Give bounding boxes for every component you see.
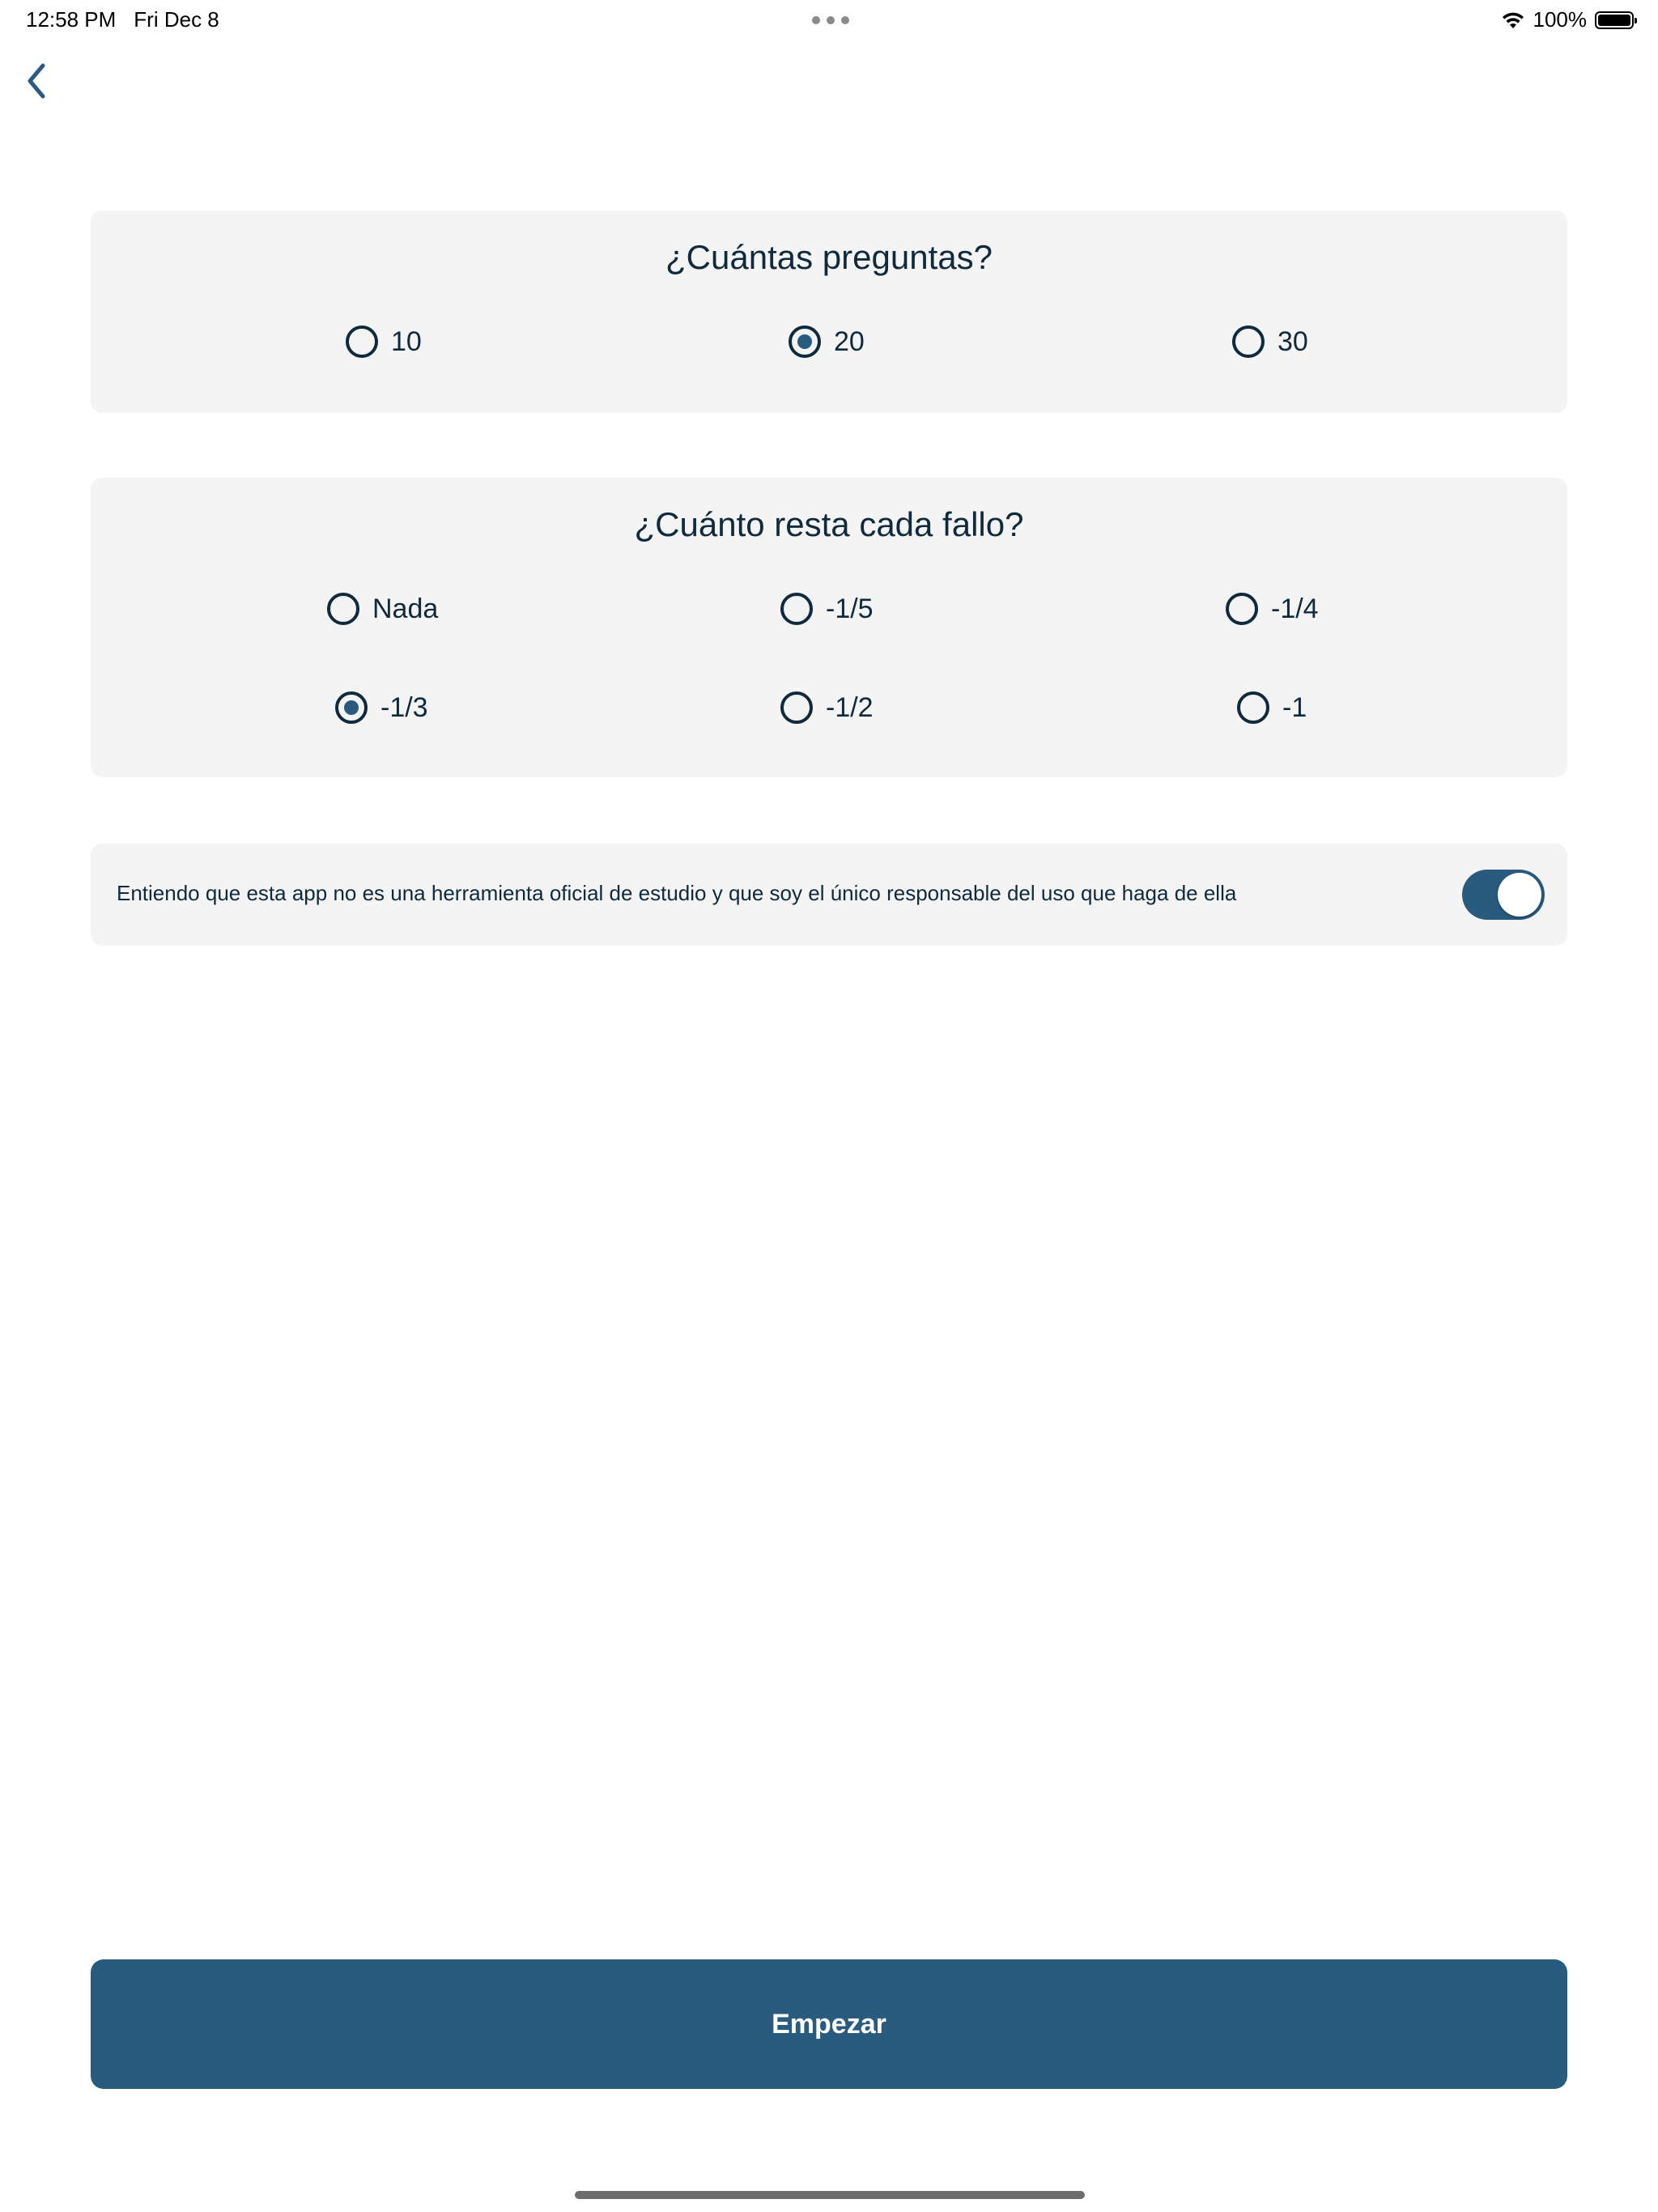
questions-option-20[interactable] <box>789 325 865 358</box>
disclaimer-text: Entiendo que esta app no es una herramienta oficial de estudio y que soy el único responsable del uso que haga de ella <box>117 881 1237 905</box>
battery-percent: 100% <box>1533 7 1587 32</box>
status-bar <box>0 0 1658 39</box>
radio-icon <box>1226 593 1258 625</box>
status-time: 12:58 PM <box>26 7 117 32</box>
multitasking-dots-icon[interactable] <box>812 16 849 24</box>
penalty-card <box>91 478 1567 777</box>
penalty-option-1-2[interactable] <box>780 691 874 724</box>
battery-icon <box>1595 11 1634 29</box>
home-indicator[interactable] <box>575 2191 1085 2199</box>
penalty-title: ¿Cuánto resta cada fallo? <box>634 505 1024 543</box>
wifi-icon <box>1501 11 1525 29</box>
questions-title: ¿Cuántas preguntas? <box>665 238 993 276</box>
penalty-option-1-5[interactable] <box>780 593 874 625</box>
dot <box>812 16 820 24</box>
questions-option-10[interactable] <box>346 325 422 358</box>
radio-icon <box>780 691 813 724</box>
penalty-option-1-4[interactable] <box>1226 593 1319 625</box>
dot <box>827 16 835 24</box>
option-label: 10 <box>391 325 422 357</box>
option-label: -1 <box>1282 691 1307 723</box>
start-button[interactable]: Empezar <box>91 1959 1567 2089</box>
radio-selected-icon <box>335 691 368 724</box>
radio-selected-icon <box>789 325 821 358</box>
disclaimer-card <box>91 844 1567 946</box>
option-label: Nada <box>372 593 439 624</box>
option-label: -1/3 <box>380 691 428 723</box>
back-button[interactable] <box>16 58 57 104</box>
radio-icon <box>780 593 813 625</box>
penalty-option-1-3[interactable] <box>335 691 428 724</box>
disclaimer-toggle[interactable] <box>1462 870 1545 920</box>
option-label: 20 <box>834 325 865 357</box>
radio-icon <box>1232 325 1265 358</box>
option-label: 30 <box>1278 325 1308 357</box>
toggle-knob <box>1498 873 1541 917</box>
status-left <box>26 7 219 32</box>
penalty-option-1[interactable] <box>1237 691 1307 724</box>
option-label: -1/5 <box>826 593 874 624</box>
radio-icon <box>1237 691 1269 724</box>
option-label: -1/4 <box>1271 593 1319 624</box>
chevron-left-icon <box>25 62 48 100</box>
questions-option-30[interactable] <box>1232 325 1308 358</box>
penalty-option-nada[interactable] <box>327 593 438 625</box>
dot <box>841 16 849 24</box>
status-right <box>1501 7 1635 32</box>
radio-icon <box>346 325 378 358</box>
radio-icon <box>327 593 359 625</box>
status-date: Fri Dec 8 <box>134 7 219 32</box>
questions-card <box>91 211 1567 413</box>
option-label: -1/2 <box>826 691 874 723</box>
